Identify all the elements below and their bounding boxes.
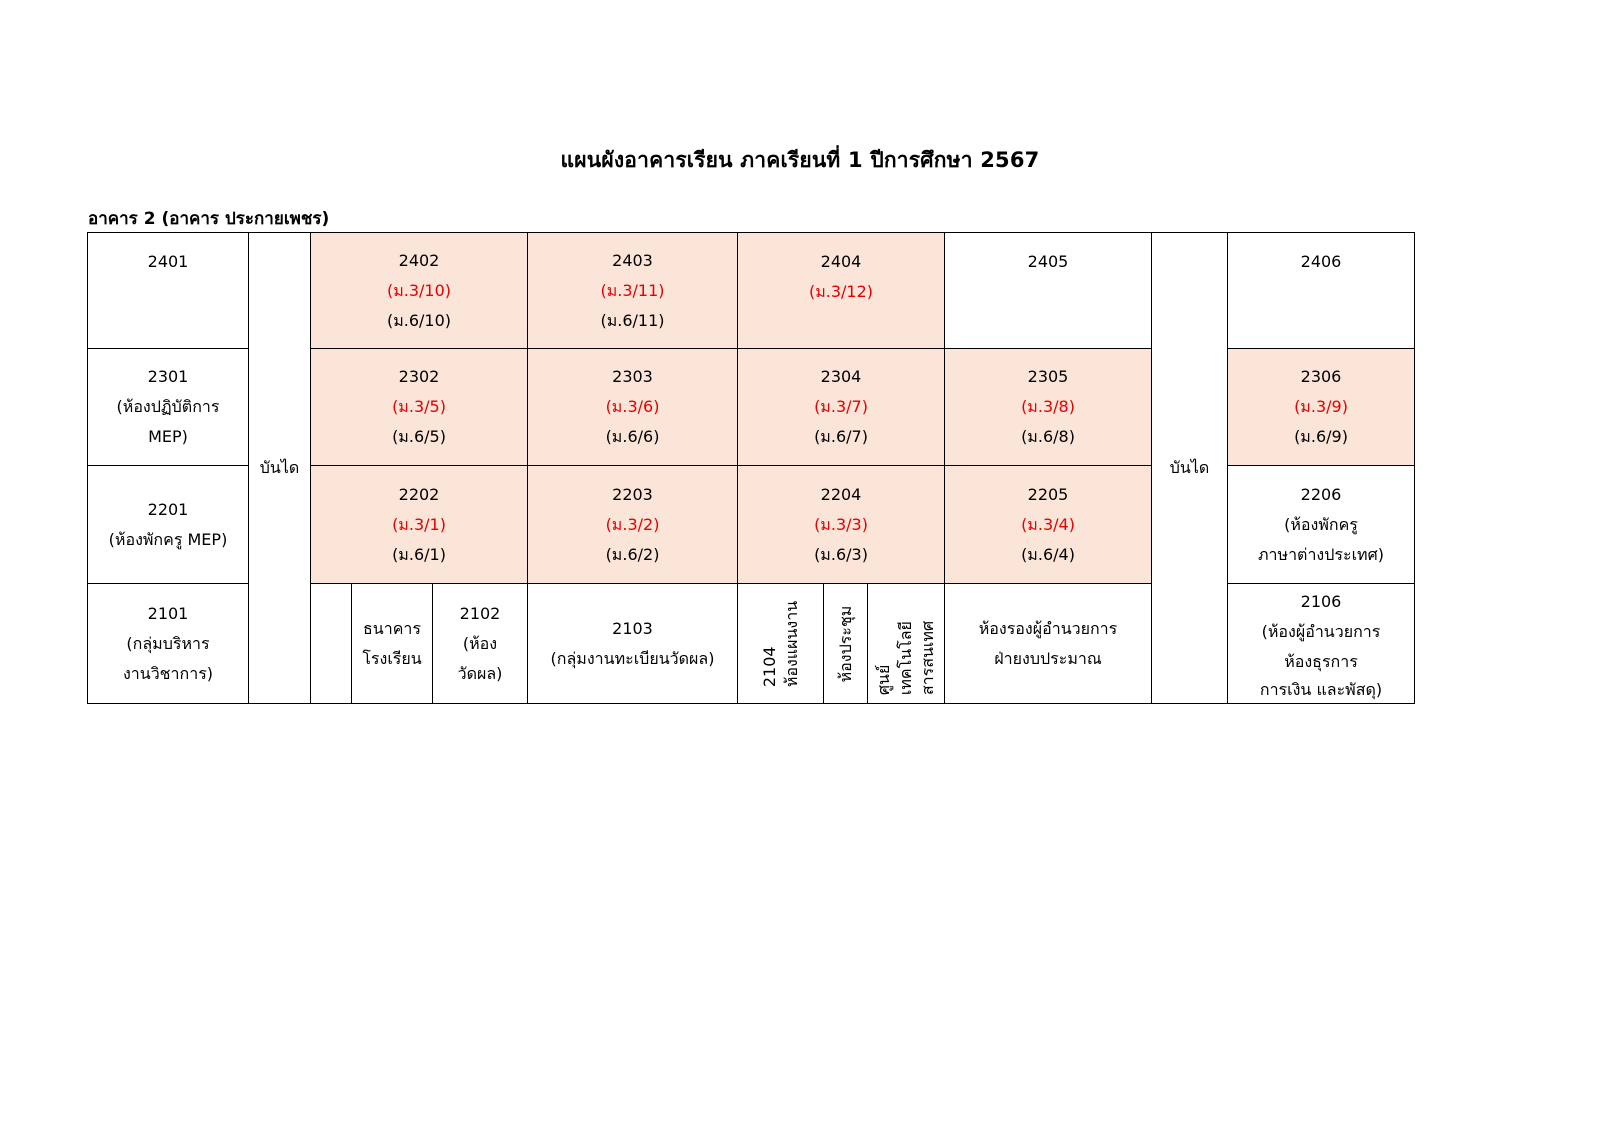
room-2403: [527, 232, 738, 349]
room-2104: [737, 583, 824, 704]
room-desc: โรงเรียน: [362, 648, 422, 668]
room-2106: [1227, 583, 1415, 704]
room-number: 2404: [820, 252, 862, 271]
class-m6: (ม.6/2): [605, 544, 660, 564]
room-2304: [737, 348, 945, 466]
room-desc: (ห้องพักครู MEP): [108, 529, 228, 549]
class-m6: (ม.6/8): [1021, 427, 1075, 446]
room-desc: ธนาคาร: [363, 618, 421, 638]
room-2305: [944, 348, 1152, 466]
room-desc: ศูนย์: [874, 664, 893, 695]
room-desc: MEP): [148, 427, 188, 446]
class-m3: (ม.3/10): [386, 280, 452, 300]
room-number: 2303: [612, 367, 653, 386]
class-m3: (ม.3/3): [814, 514, 868, 534]
room-2303: [527, 348, 738, 466]
room-number: 2401: [147, 252, 189, 271]
class-m6: (ม.6/1): [392, 544, 446, 564]
class-m6: (ม.6/11): [600, 310, 665, 330]
meeting-room-label: [835, 605, 857, 682]
room-number: 2306: [1300, 367, 1342, 386]
tech-center-label: [873, 621, 939, 695]
room-number: 2302: [398, 367, 440, 386]
room-2301: [87, 348, 249, 466]
room-number: 2202: [398, 484, 440, 504]
meeting-room: [823, 583, 868, 704]
class-m3: (ม.3/5): [392, 397, 446, 416]
room-desc: ห้องแผนงาน: [781, 600, 801, 687]
class-m3: (ม.3/4): [1021, 514, 1075, 534]
room-number: 2305: [1027, 367, 1069, 386]
room-desc: ห้องประชุม: [835, 605, 855, 682]
room-desc: (ห้องพักครู: [1284, 514, 1358, 534]
class-m6: (ม.6/5): [392, 427, 446, 446]
school-bank: [351, 583, 433, 704]
class-m3: (ม.3/8): [1021, 397, 1075, 416]
building-name: อาคาร 2 (อาคาร ประกายเพชร): [88, 209, 330, 229]
room-2201: [87, 465, 249, 584]
room-2101: [87, 583, 249, 704]
room-desc: ห้องธุรการ: [1284, 652, 1358, 671]
room-number: 2205: [1027, 484, 1069, 504]
deputy-director-room: [944, 583, 1152, 704]
room-desc: (ห้อง: [462, 633, 498, 653]
room-number: 2104: [759, 645, 779, 687]
room-2302: [310, 348, 528, 466]
room-2205: [944, 465, 1152, 584]
room-desc: ห้องรองผู้อำนวยการ: [978, 618, 1118, 638]
room-desc: งานวิชาการ): [122, 663, 214, 683]
room-number: 2405: [1027, 252, 1069, 271]
room-number: 2101: [147, 603, 189, 623]
room-number: 2106: [1300, 592, 1342, 611]
room-desc: ภาษาต่างประเทศ): [1257, 544, 1384, 564]
room-desc: (กลุ่มงานทะเบียนวัดผล): [550, 648, 715, 668]
room-number: 2406: [1300, 252, 1342, 271]
room-2203: [527, 465, 738, 584]
room-number: 2402: [398, 250, 440, 270]
room-number: 2403: [612, 250, 653, 270]
room-2406: [1227, 232, 1415, 349]
room-number: 2206: [1300, 484, 1342, 504]
class-m3: (ม.3/12): [808, 282, 874, 301]
room-2204: [737, 465, 945, 584]
stairs-label: บันได: [259, 458, 300, 477]
stairs-label: บันได: [1169, 458, 1210, 477]
class-m3: (ม.3/1): [392, 514, 446, 534]
tech-center: [867, 583, 945, 704]
class-m6: (ม.6/4): [1021, 544, 1075, 564]
class-m3: (ม.3/11): [600, 280, 665, 300]
room-2103: [527, 583, 738, 704]
room-number: 2201: [147, 499, 189, 519]
room-number: 2304: [820, 367, 862, 386]
room-2104-label: [759, 600, 803, 686]
room-2401: [87, 232, 249, 349]
class-m3: (ม.3/9): [1294, 397, 1348, 416]
empty-cell: [310, 583, 352, 704]
page-title: แผนผังอาคารเรียน ภาคเรียนที่ 1 ปีการศึกษา 2567: [560, 148, 1040, 172]
class-m6: (ม.6/3): [814, 544, 868, 564]
room-desc: วัดผล): [457, 663, 503, 683]
class-m3: (ม.3/6): [605, 397, 660, 416]
room-2102: [432, 583, 528, 704]
room-2404: [737, 232, 945, 349]
room-number: 2203: [612, 484, 653, 504]
room-desc: (ห้องปฏิบัติการ: [116, 397, 220, 416]
room-desc: เทคโนโลยี: [896, 620, 915, 695]
room-2206: [1227, 465, 1415, 584]
class-m6: (ม.6/9): [1294, 427, 1348, 446]
room-number: 2103: [612, 618, 653, 638]
class-m3: (ม.3/2): [605, 514, 660, 534]
class-m6: (ม.6/6): [605, 427, 660, 446]
stairs-left: [248, 232, 311, 704]
stairs-right: [1151, 232, 1228, 704]
room-2306: [1227, 348, 1415, 466]
room-desc: สารสนเทศ: [918, 620, 937, 695]
room-desc: ฝ่ายงบประมาณ: [994, 648, 1102, 668]
room-number: 2102: [459, 603, 501, 623]
room-desc: (ห้องผู้อำนวยการ: [1261, 622, 1381, 641]
room-desc: (กลุ่มบริหาร: [126, 633, 210, 653]
class-m6: (ม.6/7): [814, 427, 868, 446]
room-number: 2204: [820, 484, 862, 504]
room-number: 2301: [147, 367, 189, 386]
class-m3: (ม.3/7): [814, 397, 868, 416]
room-desc: การเงิน และพัสดุ): [1259, 680, 1383, 699]
room-2405: [944, 232, 1152, 349]
room-2202: [310, 465, 528, 584]
class-m6: (ม.6/10): [386, 310, 452, 330]
room-2402: [310, 232, 528, 349]
